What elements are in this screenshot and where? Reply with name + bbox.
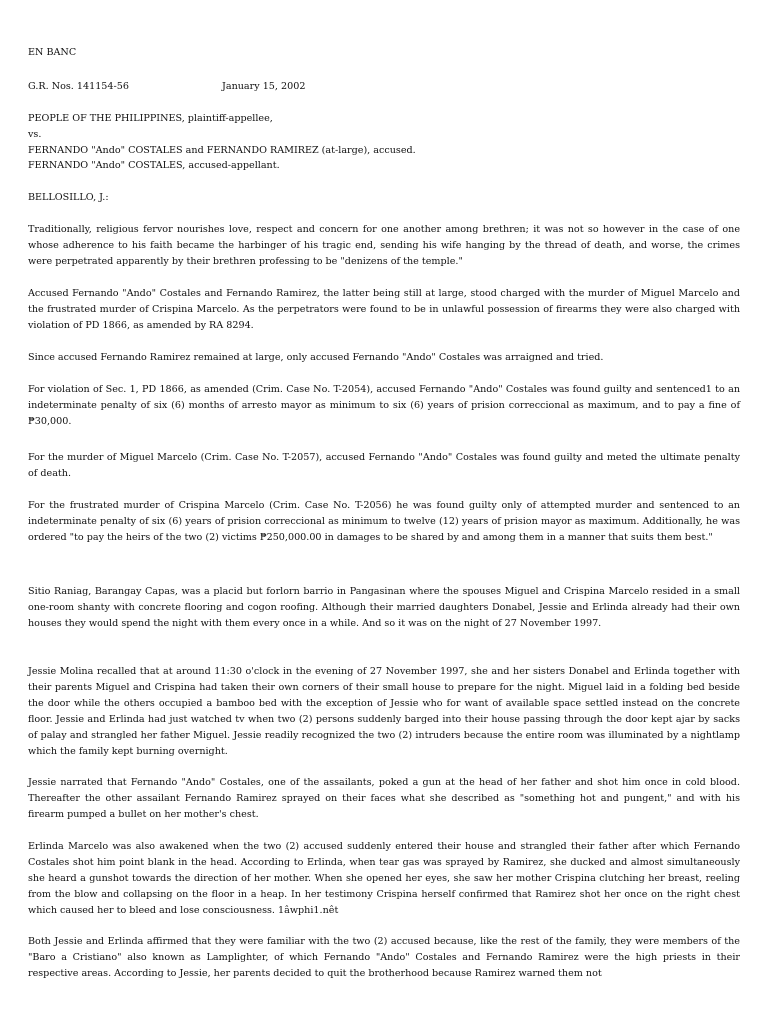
decision-date: January 15, 2002 <box>222 81 306 92</box>
paragraph: For violation of Sec. 1, PD 1866, as amended (Crim. Case No. T-2054), accused Fernando "Ando" Costales was found guilty and sentenced1 to an indeterminate penalty of six (6) months of arresto mayor as minimum to six (6) years of prision correccional as maximum, and to pay a fine of ₱30,000. <box>28 384 740 427</box>
parties-accused: FERNANDO "Ando" COSTALES and FERNANDO RAMIREZ (at-large), accused. <box>28 145 416 156</box>
paragraph: Sitio Raniag, Barangay Capas, was a placid but forlorn barrio in Pangasinan where the spouses Miguel and Crispina Marcelo resided in a small one-room shanty with concrete flooring and cogon roofing. Although their married daughters Donabel, Jessie and Erlinda already had their own houses they would spend the night with them every once in a while. And so it was on the night of 27 November 1997. <box>28 586 740 629</box>
parties-plaintiff: PEOPLE OF THE PHILIPPINES, plaintiff-appellee, <box>28 113 273 124</box>
paragraph: Since accused Fernando Ramirez remained at large, only accused Fernando "Ando" Costales was arraigned and tried. <box>28 352 604 363</box>
paragraph: Traditionally, religious fervor nourishes love, respect and concern for one another among brethren; it was not so however in the case of one whose adherence to his faith became the harbinger of his tragic end, sending his wife hanging by the thread of death, and worse, the crimes were perpetrated apparently by their brethren professing to be "denizens of the temple." <box>28 224 740 267</box>
paragraph: Erlinda Marcelo was also awakened when the two (2) accused suddenly entered their house and strangled their father after which Fernando Costales shot him point blank in the head. According to Erlinda, when tear gas was sprayed by Ramirez, she ducked and almost simultaneously she heard a gunshot towards the direction of her mother. When she opened her eyes, she saw her mother Crispina clutching her breast, reeling from the blow and collapsing on the floor in a heap. In her testimony Crispina herself confirmed that Ramirez shot her once on the right chest which caused her to bleed and lose consciousness. 1âwphi1.nêt <box>28 841 740 916</box>
paragraph: For the frustrated murder of Crispina Marcelo (Crim. Case No. T-2056) he was found guilty only of attempted murder and sentenced to an indeterminate penalty of six (6) years of prision correccional as minimum to twelve (12) years of prision mayor as maximum. Additionally, he was ordered "to pay the heirs of the two (2) victims ₱250,000.00 in damages to be shared by and among them in a manner that suits them best." <box>28 500 740 543</box>
ponente: BELLOSILLO, J.: <box>28 192 109 203</box>
paragraph: Accused Fernando "Ando" Costales and Fernando Ramirez, the latter being still at large, stood charged with the murder of Miguel Marcelo and the frustrated murder of Crispina Marcelo. As the perpetrators were found to be in unlawful possession of firearms they were also charged with violation of PD 1866, as amended by RA 8294. <box>28 288 740 331</box>
paragraph: Jessie Molina recalled that at around 11:30 o'clock in the evening of 27 November 1997, she and her sisters Donabel and Erlinda together with their parents Miguel and Crispina had taken their own corners of their small house to prepare for the night. Miguel laid in a folding bed beside the door while the others occupied a bamboo bed with the exception of Jessie who for want of available space settled instead on the concrete floor. Jessie and Erlinda had just watched tv when two (2) persons suddenly barged into their house passing through the door kept ajar by sacks of palay and strangled her father Miguel. Jessie readily recognized the two (2) intruders because the entire room was illuminated by a nightlamp which the family kept burning overnight. <box>28 666 740 757</box>
paragraph: Jessie narrated that Fernando "Ando" Costales, one of the assailants, poked a gun at the head of her father and shot him once in cold blood. Thereafter the other assailant Fernando Ramirez sprayed on their faces what she described as "something hot and pungent," and with his firearm pumped a bullet on her mother's chest. <box>28 777 740 820</box>
parties-appellant: FERNANDO "Ando" COSTALES, accused-appellant. <box>28 160 280 171</box>
paragraph: For the murder of Miguel Marcelo (Crim. Case No. T-2057), accused Fernando "Ando" Costales was found guilty and meted the ultimate penalty of death. <box>28 452 740 479</box>
parties-versus: vs. <box>28 129 42 140</box>
case-number: G.R. Nos. 141154-56 <box>28 81 129 92</box>
paragraph: Both Jessie and Erlinda affirmed that they were familiar with the two (2) accused because, like the rest of the family, they were members of the "Baro a Cristiano" also known as Lamplighter, of which Fernando "Ando" Costales and Fernando Ramirez were the high priests in their respective areas. According to Jessie, her parents decided to quit the brotherhood because Ramirez warned them not <box>28 936 740 979</box>
court-division: EN BANC <box>28 47 77 58</box>
